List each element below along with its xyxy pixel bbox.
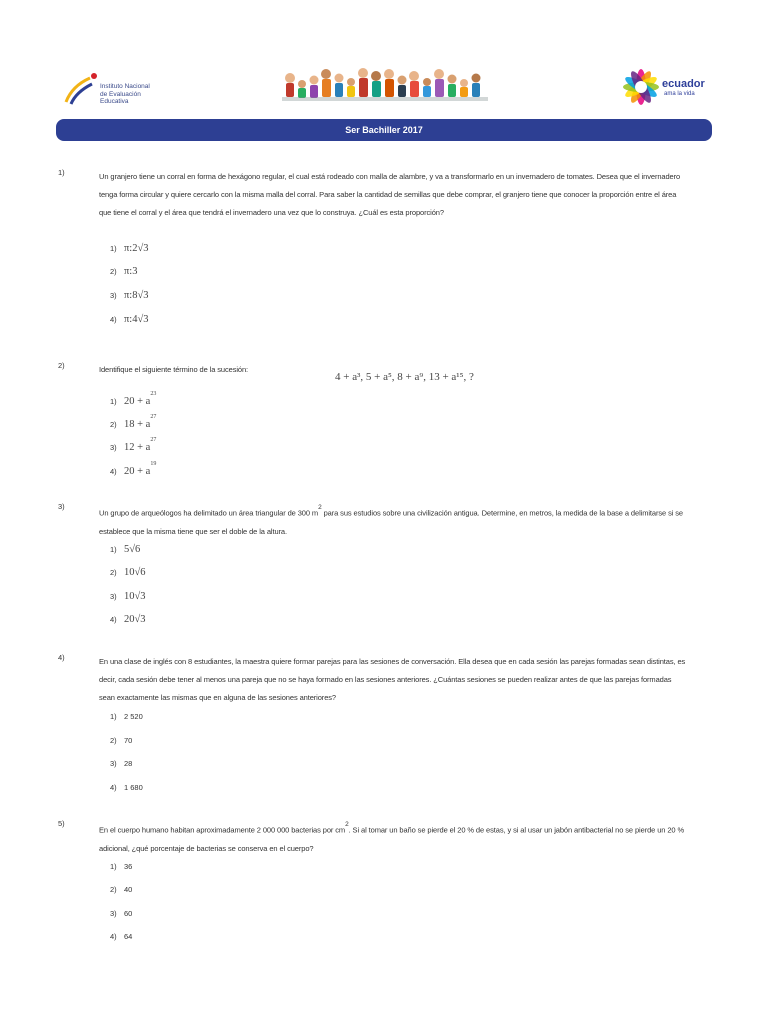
option-value: π:8√3 bbox=[124, 290, 149, 301]
option-1-3 bbox=[110, 290, 148, 301]
option-label: 3) bbox=[110, 592, 117, 601]
option-2-1 bbox=[110, 391, 157, 407]
option-5-2 bbox=[110, 885, 132, 894]
family-illustration-icon bbox=[282, 64, 488, 110]
unit-superscript: 2 bbox=[318, 504, 322, 511]
option-value: 20 + a bbox=[124, 465, 151, 477]
option-label: 2) bbox=[110, 267, 117, 276]
option-5-1 bbox=[110, 862, 132, 871]
option-2-2 bbox=[110, 414, 157, 430]
question-text-part: . Si al tomar un baño se pierde el 20 % de estas, y si al usar un jabón antibacterial no se pierde un 20 % adicional, ¿qué porcentaje de bacterias se conserva en el cuerpo? bbox=[99, 825, 685, 853]
question-text: En una clase de inglés con 8 estudiantes, la maestra quiere formar parejas para las sesiones de conversación. Ella desea que en cada sesión las parejas formadas sean distintas, es decir, cada sesión debe tener al menos una pareja que no se haya formado en las sesiones anteriores. ¿Cuántas sesiones se pueden realizar antes de que las parejas formadas sean exactamente las mismas que en alguna de las sesiones anteriores? bbox=[99, 657, 686, 702]
option-value: π:2√3 bbox=[124, 243, 149, 254]
option-3-2 bbox=[110, 567, 146, 578]
question-text bbox=[99, 819, 689, 858]
option-2-3 bbox=[110, 437, 157, 453]
ecuador-flower-icon bbox=[618, 64, 664, 110]
question-text: Identifique el siguiente término de la sucesión: bbox=[99, 365, 249, 374]
option-label: 1) bbox=[110, 396, 117, 406]
question-text bbox=[99, 502, 689, 541]
option-label: 2) bbox=[110, 885, 117, 894]
ineval-logo-line: de Evaluación bbox=[100, 90, 141, 98]
option-label: 2) bbox=[110, 419, 117, 429]
question-number: 4) bbox=[58, 653, 65, 662]
question-number: 3) bbox=[58, 502, 65, 511]
question-number: 2) bbox=[58, 361, 65, 370]
option-label: 1) bbox=[110, 712, 117, 721]
option-3-1 bbox=[110, 544, 140, 555]
option-4-2 bbox=[110, 736, 132, 745]
exam-title-banner: Ser Bachiller 2017 bbox=[56, 119, 712, 141]
option-exponent: 27 bbox=[150, 414, 157, 420]
option-value: 60 bbox=[124, 909, 133, 918]
ecuador-logo-text: ecuador bbox=[662, 78, 705, 90]
option-value: 2 520 bbox=[124, 712, 143, 721]
option-label: 1) bbox=[110, 862, 117, 871]
question-text-part: En el cuerpo humano habitan aproximadamente 2 000 000 bacterias por cm bbox=[99, 825, 346, 835]
option-2-4 bbox=[110, 461, 157, 477]
option-3-4 bbox=[110, 614, 146, 625]
option-3-3 bbox=[110, 591, 146, 602]
option-value: 20 + a bbox=[124, 395, 151, 407]
option-value: 20√3 bbox=[124, 614, 146, 625]
option-value: 18 + a bbox=[124, 418, 151, 430]
ineval-logo-line: Instituto Nacional bbox=[100, 83, 150, 90]
option-label: 2) bbox=[110, 736, 117, 745]
option-value: 64 bbox=[124, 932, 133, 941]
option-value: 12 + a bbox=[124, 441, 151, 453]
option-1-1 bbox=[110, 243, 148, 254]
option-1-4 bbox=[110, 314, 148, 325]
option-exponent: 23 bbox=[150, 391, 157, 397]
option-label: 3) bbox=[110, 291, 117, 300]
option-1-2 bbox=[110, 266, 137, 277]
question-number: 5) bbox=[58, 819, 65, 828]
option-value: 36 bbox=[124, 862, 133, 871]
ineval-logo bbox=[62, 68, 182, 108]
question-number: 1) bbox=[58, 168, 65, 177]
option-label: 4) bbox=[110, 615, 117, 624]
option-value: π:3 bbox=[124, 266, 138, 277]
option-label: 2) bbox=[110, 568, 117, 577]
option-4-4 bbox=[110, 783, 143, 792]
option-label: 1) bbox=[110, 545, 117, 554]
option-label: 4) bbox=[110, 466, 117, 476]
question-text: Un granjero tiene un corral en forma de hexágono regular, el cual está rodeado con malla de alambre, y va a transformarlo en un invernadero de tomates. Desea que el invernadero tenga forma circular y quiere cercarlo con la misma malla del corral. Para saber la cantidad de semillas que debe comprar, el granjero tiene que conocer la proporción entre el área que tiene el corral y el área que tendrá el invernadero una vez que lo construya. ¿Cuál es esta proporción? bbox=[99, 172, 681, 217]
option-label: 1) bbox=[110, 244, 117, 253]
question-text-part: Un grupo de arqueólogos ha delimitado un área triangular de 300 m bbox=[99, 508, 319, 518]
option-label: 3) bbox=[110, 759, 117, 768]
option-value: π:4√3 bbox=[124, 314, 149, 325]
option-label: 4) bbox=[110, 315, 117, 324]
option-value: 5√6 bbox=[124, 544, 141, 555]
option-exponent: 27 bbox=[150, 437, 157, 443]
ecuador-logo bbox=[618, 64, 718, 110]
option-value: 40 bbox=[124, 885, 133, 894]
option-exponent: 19 bbox=[150, 461, 157, 467]
option-value: 10√3 bbox=[124, 591, 146, 602]
ineval-logo-line: Educativa bbox=[100, 98, 129, 105]
option-4-1 bbox=[110, 712, 143, 721]
option-value: 28 bbox=[124, 759, 133, 768]
option-value: 70 bbox=[124, 736, 133, 745]
sequence-formula: 4 + a³, 5 + a⁵, 8 + a⁹, 13 + a¹⁵, ? bbox=[335, 371, 474, 383]
option-label: 3) bbox=[110, 442, 117, 452]
ecuador-logo-subtitle: ama la vida bbox=[664, 91, 695, 97]
option-label: 3) bbox=[110, 909, 117, 918]
page-header bbox=[0, 58, 768, 114]
unit-superscript: 2 bbox=[345, 821, 349, 828]
question-text-part: para sus estudios sobre una civilización antigua. Determine, en metros, la medida de la base a delimitarse si se establece que la misma tiene que ser el doble de la altura. bbox=[99, 508, 683, 536]
option-value: 10√6 bbox=[124, 567, 146, 578]
option-label: 4) bbox=[110, 783, 117, 792]
option-5-3 bbox=[110, 909, 132, 918]
option-5-4 bbox=[110, 932, 132, 941]
option-value: 1 680 bbox=[124, 783, 143, 792]
option-label: 4) bbox=[110, 932, 117, 941]
ineval-mark-icon bbox=[62, 68, 102, 108]
option-4-3 bbox=[110, 759, 132, 768]
